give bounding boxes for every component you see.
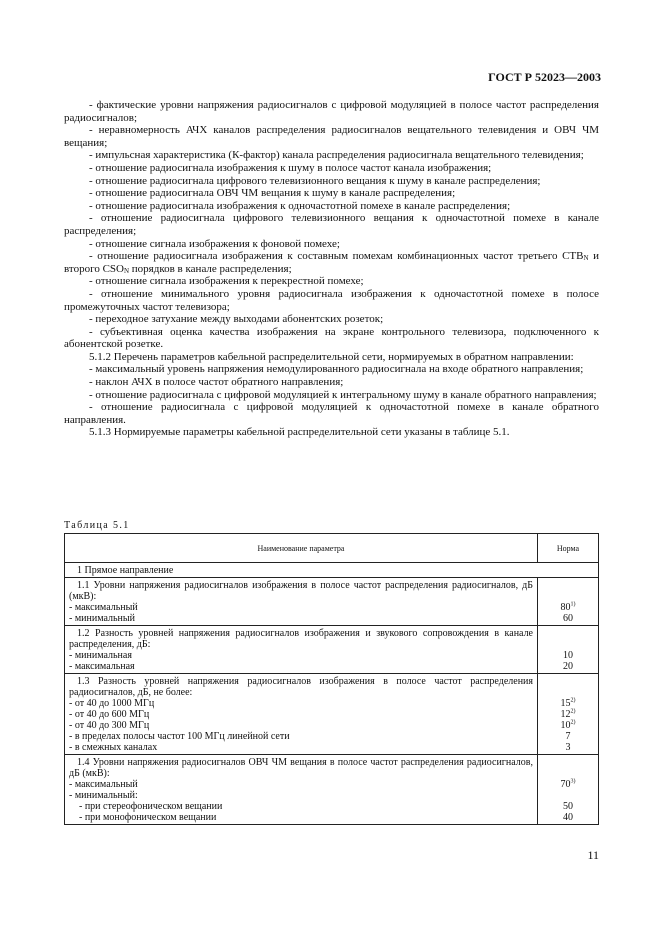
parameters-table	[64, 533, 599, 825]
parameter-item: - в смежных каналах	[69, 742, 158, 753]
parameter-item: - максимальный	[69, 602, 138, 613]
paragraph: - отношение радиосигнала с цифровой модуляцией к интегральному шуму в канале обратного направления;	[89, 388, 597, 401]
column-header-norm: Норма	[538, 534, 599, 563]
paragraph: - отношение радиосигнала ОВЧ ЧМ вещания к шуму в канале распределения;	[89, 187, 456, 200]
paragraph: - наклон АЧХ в полосе частот обратного направления;	[89, 376, 344, 389]
ctb-subscript: N	[583, 254, 589, 263]
column-header-name: Наименование параметра	[65, 534, 538, 563]
norm-value	[538, 720, 598, 731]
section-title	[65, 563, 599, 578]
norm-number: 15	[560, 698, 571, 709]
parameter-item: - от 40 до 600 МГц	[69, 709, 150, 720]
body-text	[64, 99, 599, 439]
paragraph: - отношение сигнала изображения к фоновой помехе;	[89, 237, 340, 250]
footnote-mark: 3)	[570, 778, 576, 785]
norm-cell	[538, 578, 599, 626]
parameter-item: - максимальный	[69, 779, 138, 790]
parameter-cell	[65, 626, 538, 674]
table-row	[65, 626, 599, 674]
parameter-subitem: - при монофоническом вещании	[79, 812, 217, 823]
norm-value: 40	[563, 812, 573, 823]
parameter-title: 1.2 Разность уровней напряжения радиосигналов изображения и звукового сопровождения в канале распределения, дБ:	[69, 628, 533, 650]
parameter-title: 1.1 Уровни напряжения радиосигналов изображения в полосе частот распределения радиосигналов, дБ (мкВ):	[69, 580, 533, 602]
footnote-mark: 1)	[570, 601, 576, 608]
paragraph: - отношение сигнала изображения к перекрестной помехе;	[89, 275, 364, 288]
parameter-title: 1.3 Разность уровней напряжения радиосигналов изображения в полосе частот распределения радиосигналов, дБ, не более:	[69, 676, 533, 698]
parameter-subitem: - при стереофоническом вещании	[79, 801, 223, 812]
parameter-item: - минимальная	[69, 650, 132, 661]
paragraph: - максимальный уровень напряжения немодулированного радиосигнала на входе обратного направления;	[89, 363, 584, 376]
paragraph: - отношение радиосигнала изображения к шуму в полосе частот канала изображения;	[89, 161, 492, 174]
norm-value	[538, 602, 598, 613]
table-row	[65, 674, 599, 755]
parameter-item: - минимальный:	[69, 790, 138, 801]
norm-number: 70	[560, 779, 571, 790]
parameter-cell	[65, 674, 538, 755]
paragraph-ctb-cso	[64, 250, 599, 275]
cso-subscript: N	[123, 266, 130, 275]
parameter-item: - максимальная	[69, 661, 135, 672]
parameter-item: - минимальный	[69, 613, 135, 624]
parameter-cell	[65, 578, 538, 626]
paragraph: - неравномерность АЧХ каналов распределения радиосигналов вещательного телевидения и ОВЧ ЧМ вещания;	[64, 124, 599, 149]
ctb-tail-text: порядков в канале распределения;	[129, 262, 292, 275]
paragraph: 5.1.3 Нормируемые параметры кабельной распределительной сети указаны в таблице 5.1.	[89, 426, 510, 439]
table-row	[65, 578, 599, 626]
norm-cell	[538, 626, 599, 674]
parameter-item: - в пределах полосы частот 100 МГц линейной сети	[69, 731, 290, 742]
norm-value: 3	[565, 742, 571, 753]
norm-cell	[538, 755, 599, 825]
ctb-text: - отношение радиосигнала изображения к составным помехам комбинационных частот третьего СТВ	[89, 250, 584, 263]
table-row	[65, 755, 599, 825]
parameter-cell	[65, 755, 538, 825]
norm-number: 80	[560, 602, 571, 613]
document-header: ГОСТ Р 52023—2003	[488, 70, 601, 84]
norm-value: 20	[563, 661, 573, 672]
footnote-mark: 2)	[570, 708, 576, 715]
norm-number: 10	[560, 720, 571, 731]
norm-value: 60	[563, 613, 573, 624]
table-caption: Таблица 5.1	[64, 520, 130, 531]
cso-text: и второго CSO	[64, 250, 599, 275]
parameter-item: - от 40 до 300 МГц	[69, 720, 150, 731]
norm-value	[538, 698, 598, 709]
paragraph: - импульсная характеристика (К-фактор) канала распределения радиосигнала вещательного телевидения;	[89, 149, 584, 162]
table-section-row	[65, 563, 599, 578]
norm-number: 12	[560, 709, 571, 720]
paragraph: - переходное затухание между выходами абонентских розеток;	[89, 313, 384, 326]
paragraph: - субъективная оценка качества изображения на экране контрольного телевизора, подключенного к абонентской розетке.	[64, 325, 599, 351]
page-number: 11	[587, 848, 599, 862]
paragraph: 5.1.2 Перечень параметров кабельной распределительной сети, нормируемых в обратном направлении:	[89, 350, 574, 363]
section-label: 1 Прямое направление	[77, 565, 174, 576]
table-header-row	[65, 534, 599, 563]
parameter-title: 1.4 Уровни напряжения радиосигналов ОВЧ ЧМ вещания в полосе частот распределения радиосигналов, дБ (мкВ):	[69, 757, 533, 779]
paragraph: - отношение радиосигнала изображения к одночастотной помехе в канале распределения;	[89, 199, 511, 212]
norm-value-empty	[538, 790, 598, 801]
parameter-item: - от 40 до 1000 МГц	[69, 698, 155, 709]
paragraph: - фактические уровни напряжения радиосигналов с цифровой модуляцией в полосе частот распределения радиосигналов;	[64, 99, 599, 124]
norm-value	[538, 779, 598, 790]
paragraph: - отношение радиосигнала с цифровой модуляцией к одночастотной помехе в канале обратного направления.	[64, 401, 599, 426]
paragraph: - отношение минимального уровня радиосигнала изображения к одночастотной помехе в полосе промежуточных частот телевизора;	[64, 287, 599, 313]
footnote-mark: 2)	[570, 719, 576, 726]
footnote-mark: 2)	[570, 697, 576, 704]
paragraph: - отношение радиосигнала цифрового телевизионного вещания к одночастотной помехе в канале распределения;	[64, 212, 599, 237]
norm-value: 10	[563, 650, 573, 661]
norm-value	[538, 709, 598, 720]
norm-value: 7	[565, 731, 571, 742]
paragraph: - отношение радиосигнала цифрового телевизионного вещания к шуму в канале распределения;	[89, 174, 541, 187]
norm-value: 50	[563, 801, 573, 812]
norm-cell	[538, 674, 599, 755]
